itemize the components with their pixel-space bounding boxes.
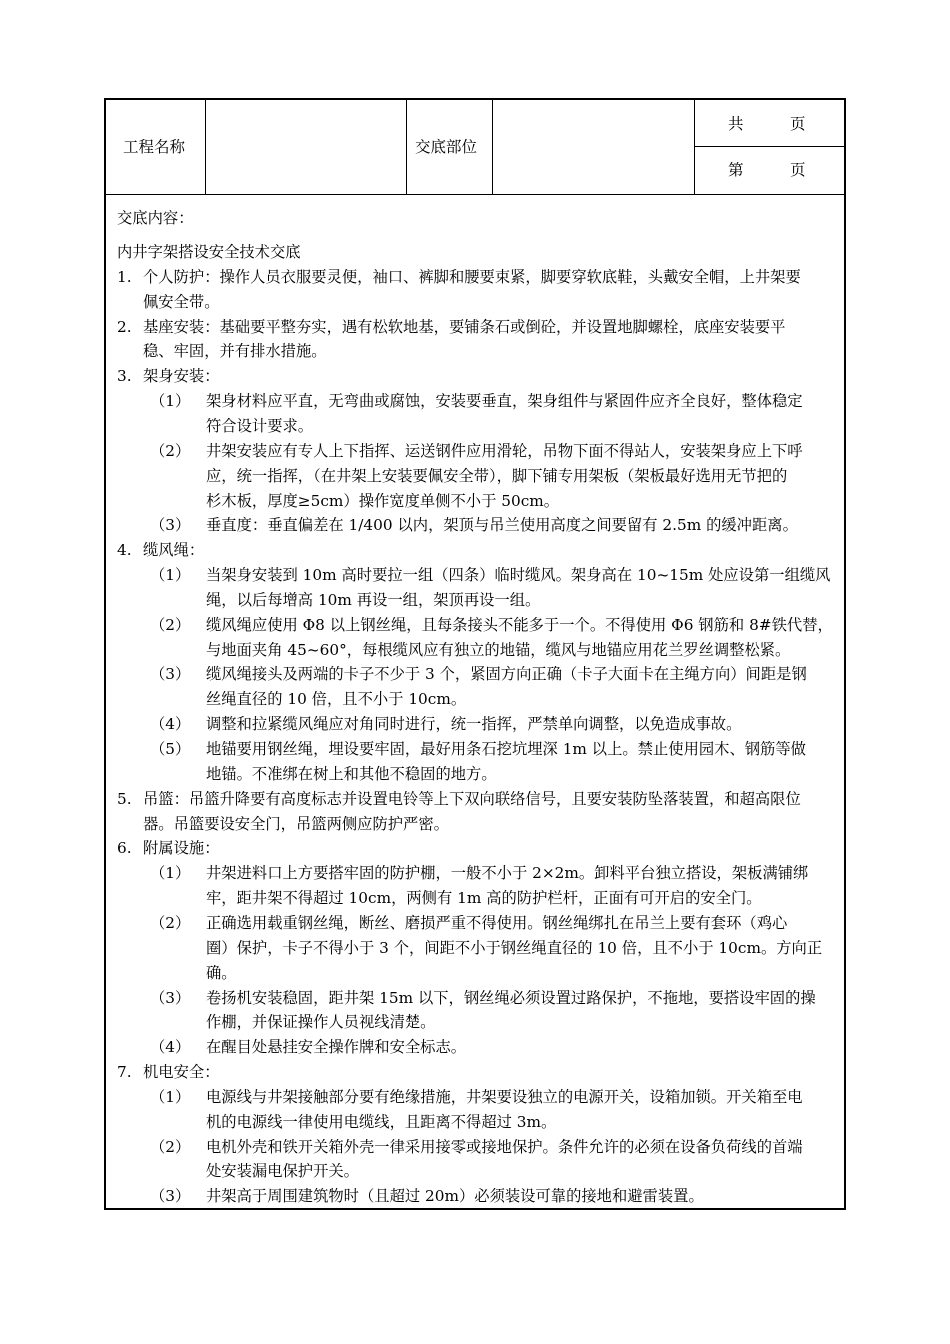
sub-item-text: 处安装漏电保护开关。 (206, 1162, 359, 1181)
item-text: 器。吊篮要设安全门，吊篮两侧应防护严密。 (143, 814, 449, 833)
sub-item-text: 圈）保护，卡子不得小于 3 个，间距不小于钢丝绳直径的 10 倍，且不小于 10cm。方向正 (206, 938, 823, 957)
sub-item-number: （1） (150, 1087, 191, 1106)
sub-item-text: 电机外壳和铁开关箱外壳一律采用接零或接地保护。条件允许的必须在设备负荷线的首端 (206, 1137, 803, 1156)
item-number: 4. (117, 541, 132, 560)
sub-item-text: 机的电源线一律使用电缆线，且距离不得超过 3m。 (206, 1112, 557, 1131)
divider (694, 100, 695, 194)
sub-item-number: （2） (150, 1137, 191, 1156)
sub-item-text: 垂直度：垂直偏差在 1/400 以内，架顶与吊兰使用高度之间要留有 2.5m 的缓冲距离。 (206, 516, 798, 535)
sub-item-text: 丝绳直径的 10 倍，且不小于 10cm。 (206, 690, 467, 709)
sub-item-text: 电源线与井架接触部分要有绝缘措施，井架要设独立的电源开关，设箱加锁。开关箱至电 (206, 1087, 803, 1106)
divider (406, 100, 407, 194)
sub-item-text: 在醒目处悬挂安全操作牌和安全标志。 (206, 1038, 467, 1057)
content-title: 内井字架搭设安全技术交底 (117, 243, 301, 261)
item-number: 1. (117, 267, 132, 286)
sub-item-number: （3） (150, 988, 191, 1007)
sub-item-number: （2） (150, 441, 191, 460)
sub-item-text: 井架进料口上方要搭牢固的防护棚，一般不小于 2×2m。卸料平台独立搭设，架板满铺绑 (206, 864, 809, 883)
sub-item-text: 确。 (206, 963, 237, 982)
item-text: 附属设施： (143, 839, 220, 858)
sub-item-text: 杉木板，厚度≥5cm）操作宽度单侧不小于 50cm。 (206, 491, 560, 510)
total-pages: 共 页 (728, 115, 806, 133)
divider (694, 146, 844, 147)
item-number: 6. (117, 839, 132, 858)
sub-item-number: （1） (150, 566, 191, 585)
page-number: 第 页 (728, 161, 806, 179)
sub-item-text: 缆风绳接头及两端的卡子不少于 3 个，紧固方向正确（卡子大面卡在主绳方向）间距是钢 (206, 665, 807, 684)
item-text: 架身安装： (143, 367, 220, 386)
sub-item-text: 当架身安装到 10m 高时要拉一组（四条）临时缆风。架身高在 10~15m 处应设第一组缆风 (206, 566, 831, 585)
sub-item-text: 井架高于周围建筑物时（且超过 20m）必须装设可靠的接地和避雷装置。 (206, 1187, 704, 1206)
item-text: 佩安全带。 (143, 292, 220, 311)
item-number: 7. (117, 1063, 132, 1082)
item-number: 5. (117, 789, 132, 808)
form-header (106, 100, 844, 195)
sub-item-text: 应，统一指挥，（在井架上安装要佩安全带），脚下铺专用架板（架板最好选用无节把的 (206, 466, 788, 485)
item-number: 2. (117, 317, 132, 336)
divider (205, 100, 206, 194)
sub-item-text: 架身材料应平直，无弯曲或腐蚀，安装要垂直，架身组件与紧固件应齐全良好，整体稳定 (206, 392, 803, 411)
item-text: 基座安装：基础要平整夯实，遇有松软地基，要铺条石或倒砼，并设置地脚螺栓，底座安装要平 (143, 317, 786, 336)
sub-item-text: 调整和拉紧缆风绳应对角同时进行，统一指挥，严禁单向调整，以免造成事故。 (206, 715, 742, 734)
sub-item-number: （4） (150, 1038, 191, 1057)
sub-item-text: 作棚，并保证操作人员视线清楚。 (206, 1013, 436, 1032)
sub-item-text: 牢，距井架不得超过 10cm，两侧有 1m 高的防护栏杆，正面有可开启的安全门。 (206, 889, 762, 908)
sub-item-text: 符合设计要求。 (206, 416, 314, 435)
item-text: 稳、牢固，并有排水措施。 (143, 342, 327, 361)
sub-item-number: （5） (150, 740, 191, 758)
sub-item-number: （1） (150, 864, 191, 883)
item-text: 机电安全： (143, 1063, 220, 1082)
content-label: 交底内容： (117, 209, 194, 227)
divider (492, 100, 493, 194)
location-label: 交底部位 (415, 138, 478, 156)
sub-item-number: （3） (150, 516, 191, 535)
item-text: 缆风绳： (143, 541, 205, 560)
sub-item-text: 地锚要用钢丝绳，埋设要牢固，最好用条石挖坑埋深 1m 以上。禁止使用园木、钢筋等做 (206, 740, 806, 758)
sub-item-text: 卷扬机安装稳固，距井架 15m 以下，钢丝绳必须设置过路保护，不拖地，要搭设牢固的操 (206, 988, 816, 1007)
sub-item-text: 缆风绳应使用 Φ8 以上钢丝绳，且每条接头不能多于一个。不得使用 Φ6 钢筋和 8#铁代替， (206, 615, 833, 634)
sub-item-number: （3） (150, 1187, 191, 1206)
sub-item-text: 与地面夹角 45~60°，每根缆风应有独立的地锚，缆风与地锚应用花兰罗丝调整松紧。 (206, 640, 791, 659)
sub-item-number: （4） (150, 715, 191, 734)
sub-item-text: 井架安装应有专人上下指挥、运送钢件应用滑轮，吊物下面不得站人，安装架身应上下呼 (206, 441, 803, 460)
sub-item-number: （2） (150, 615, 191, 634)
item-text: 吊篮：吊篮升降要有高度标志并设置电铃等上下双向联络信号，且要安装防坠落装置，和超高限位 (143, 789, 801, 808)
disclosure-form (104, 98, 846, 1210)
sub-item-number: （1） (150, 392, 191, 411)
sub-item-text: 正确选用载重钢丝绳，断丝、磨损严重不得使用。钢丝绳绑扎在吊兰上要有套环（鸡心 (206, 913, 788, 932)
sub-item-number: （2） (150, 913, 191, 932)
item-number: 3. (117, 367, 132, 386)
item-text: 个人防护：操作人员衣服要灵便，袖口、裤脚和腰要束紧，脚要穿软底鞋，头戴安全帽，上井架要 (143, 267, 801, 286)
project-name-label: 工程名称 (123, 138, 186, 156)
sub-item-number: （3） (150, 665, 191, 684)
sub-item-text: 地锚。不准绑在树上和其他不稳固的地方。 (206, 764, 497, 783)
sub-item-text: 绳，以后每增高 10m 再设一组，架顶再设一组。 (206, 590, 541, 609)
